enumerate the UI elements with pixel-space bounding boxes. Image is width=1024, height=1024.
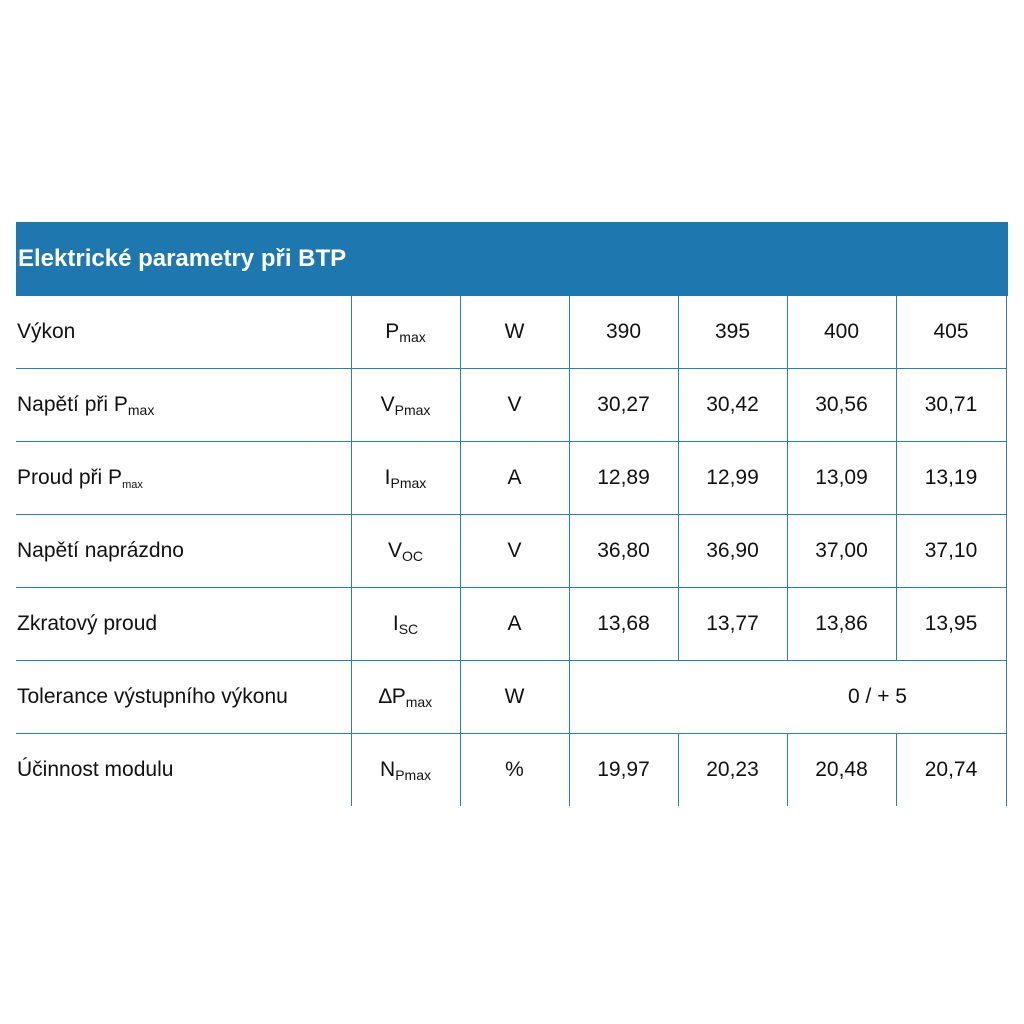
- table-row: [16, 296, 1006, 369]
- value-cell: 36,80: [569, 515, 678, 588]
- value-cell: 37,10: [896, 515, 1006, 588]
- param-unit: V: [460, 369, 569, 442]
- value-cell: 20,23: [678, 734, 787, 807]
- value-cell: 36,90: [678, 515, 787, 588]
- table-row: [16, 661, 1006, 734]
- param-symbol: $\Delta P_{max}$: [351, 661, 460, 734]
- value-cell: 13,86: [787, 588, 896, 661]
- table-row: [16, 734, 1006, 807]
- table-row: [16, 515, 1006, 588]
- value-cell: 13,95: [896, 588, 1006, 661]
- value-cell: 30,42: [678, 369, 787, 442]
- value-cell: 20,74: [896, 734, 1006, 807]
- param-unit: A: [460, 442, 569, 515]
- param-name: Napětí naprázdno: [16, 515, 351, 588]
- value-cell: 13,09: [787, 442, 896, 515]
- param-name: Napětí při $P_{max}$: [16, 369, 351, 442]
- param-name: Proud při $P_{max}$: [16, 442, 351, 515]
- table-row: [16, 588, 1006, 661]
- param-unit: W: [460, 661, 569, 734]
- param-unit: A: [460, 588, 569, 661]
- electrical-parameters-table: [16, 296, 1007, 806]
- value-cell: 13,19: [896, 442, 1006, 515]
- value-cell: 37,00: [787, 515, 896, 588]
- value-cell: 395: [678, 296, 787, 369]
- param-unit: V: [460, 515, 569, 588]
- param-symbol: $N_{Pmax}$: [351, 734, 460, 807]
- value-cell: 30,27: [569, 369, 678, 442]
- value-cell: 400: [787, 296, 896, 369]
- param-symbol: $P_{max}$: [351, 296, 460, 369]
- param-symbol: $I_{SC}$: [351, 588, 460, 661]
- value-cell: 19,97: [569, 734, 678, 807]
- param-symbol: $I_{Pmax}$: [351, 442, 460, 515]
- table-title: Elektrické parametry při BTP: [16, 222, 1008, 296]
- parameters-sheet: [16, 222, 1008, 806]
- param-name: Tolerance výstupního výkonu: [16, 661, 351, 734]
- param-name: Účinnost modulu: [17, 758, 174, 781]
- value-cell: 13,68: [569, 588, 678, 661]
- value-cell: 390: [569, 296, 678, 369]
- value-cell: 405: [896, 296, 1006, 369]
- table-row: [16, 369, 1006, 442]
- param-name: Výkon: [16, 296, 351, 369]
- param-symbol: $V_{Pmax}$: [351, 369, 460, 442]
- param-name: Zkratový proud: [16, 588, 351, 661]
- value-cell: 20,48: [787, 734, 896, 807]
- param-unit: W: [460, 296, 569, 369]
- value-cell: 12,99: [678, 442, 787, 515]
- value-cell: 30,56: [787, 369, 896, 442]
- value-cell: 13,77: [678, 588, 787, 661]
- table-row: [16, 442, 1006, 515]
- param-unit: %: [460, 734, 569, 807]
- param-symbol: $V_{OC}$: [351, 515, 460, 588]
- value-cell: 12,89: [569, 442, 678, 515]
- tolerance-value-cell: 0 / + 5: [569, 661, 1006, 734]
- value-cell: 30,71: [896, 369, 1006, 442]
